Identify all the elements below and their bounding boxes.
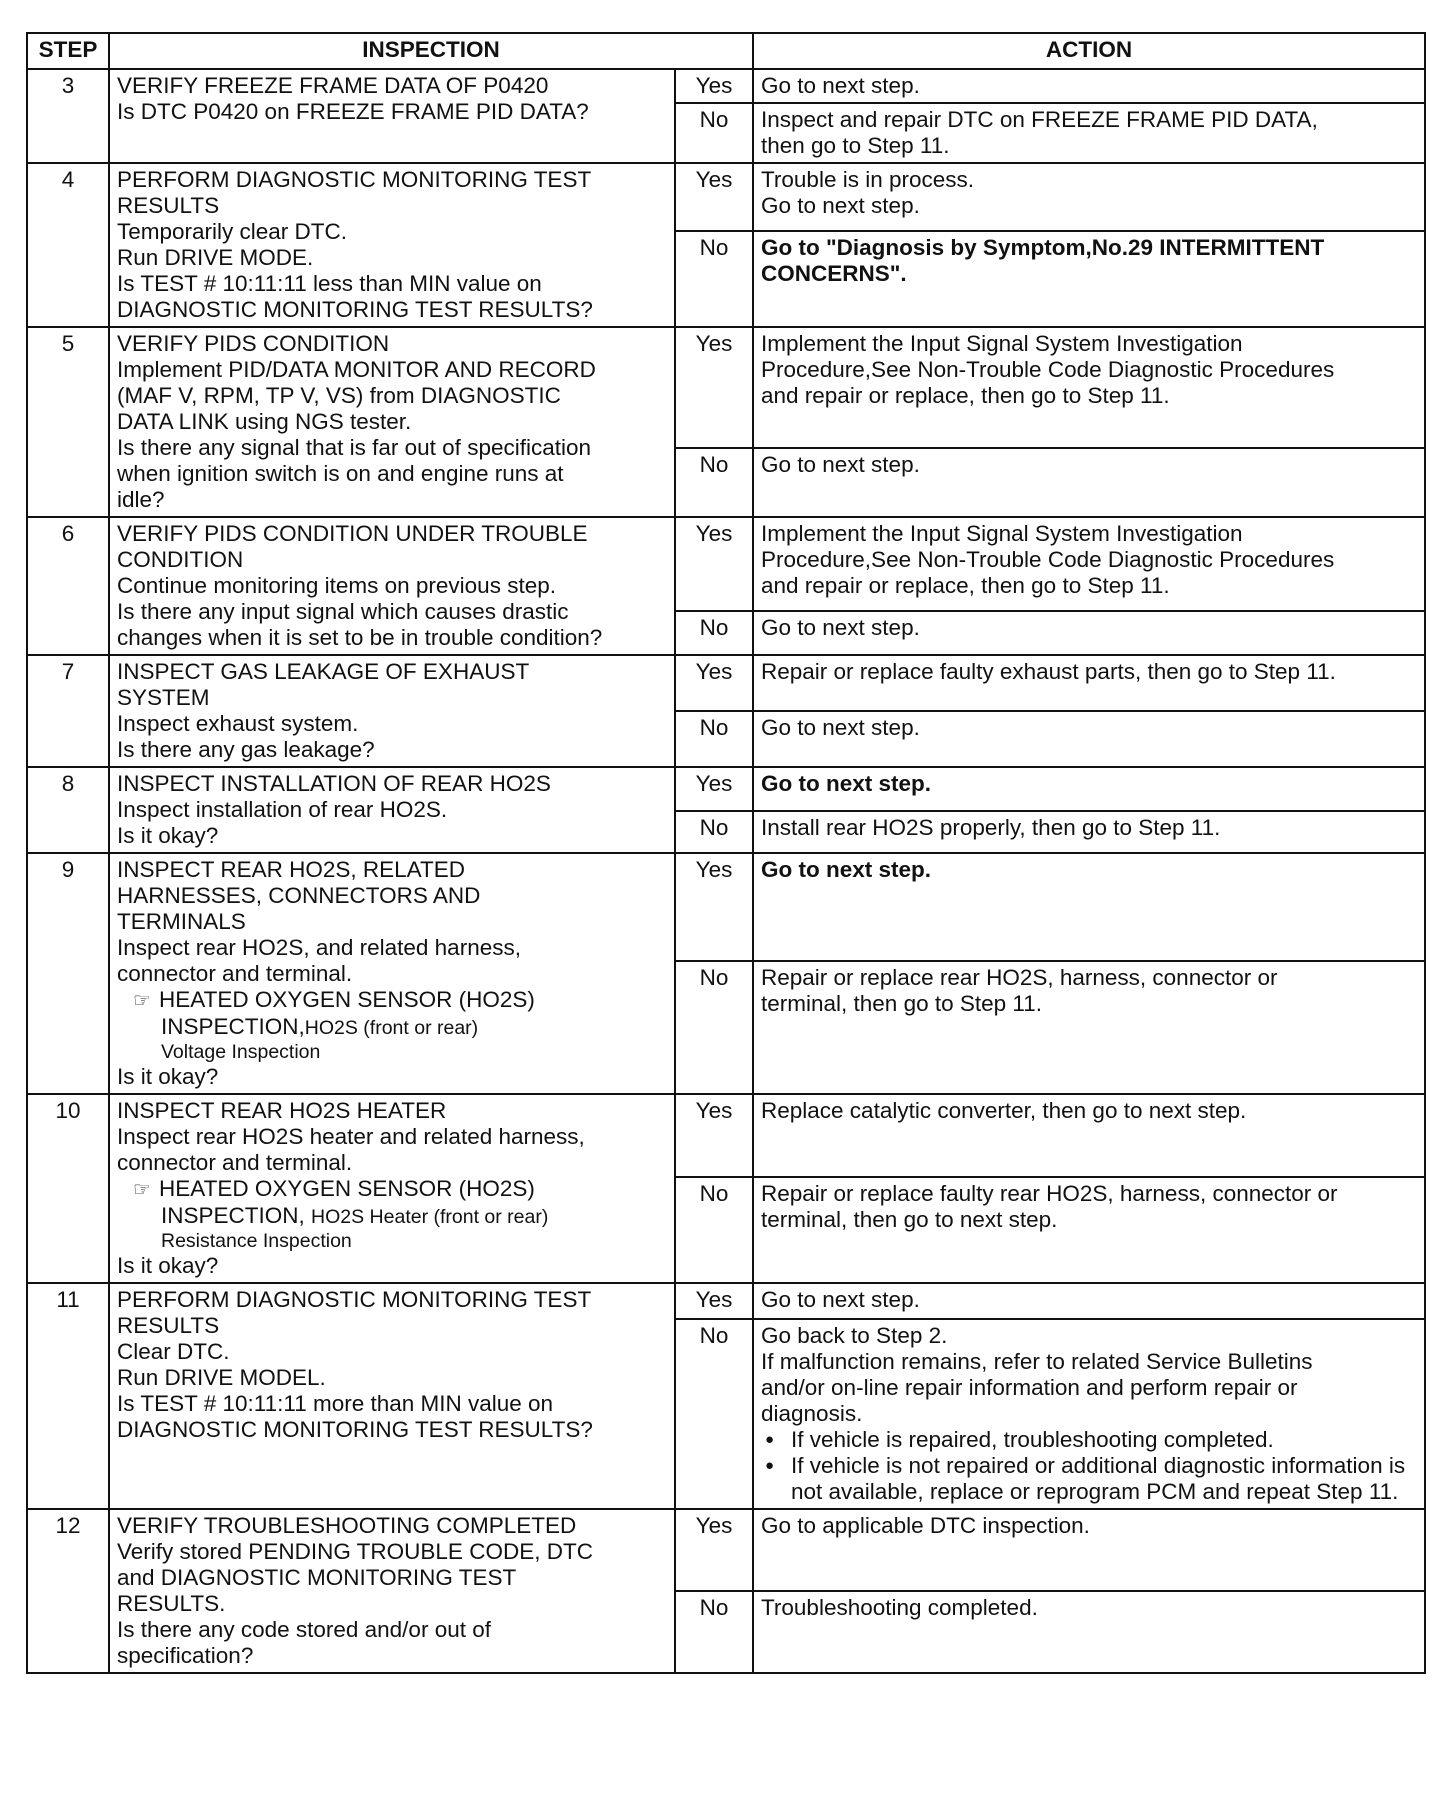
reference-note (117, 1176, 667, 1253)
table-row (27, 69, 1425, 103)
inspection-line: Verify stored PENDING TROUBLE CODE, DTC (117, 1539, 593, 1564)
no-action (753, 1591, 1425, 1673)
no-action (753, 711, 1425, 767)
answer-no: No (675, 1177, 753, 1283)
header-row (27, 33, 1425, 69)
inspection-cell (109, 517, 675, 655)
inspection-line: DIAGNOSTIC MONITORING TEST RESULTS? (117, 297, 593, 322)
reference-title-line (133, 987, 667, 1014)
table-row (27, 1283, 1425, 1319)
inspection-line: Is DTC P0420 on FREEZE FRAME PID DATA? (117, 99, 589, 124)
no-action (753, 811, 1425, 853)
inspection-cell (109, 327, 675, 517)
inspection-line: Implement PID/DATA MONITOR AND RECORD (117, 357, 596, 382)
inspection-line: VERIFY PIDS CONDITION (117, 331, 390, 356)
reference-title-line (133, 1176, 667, 1203)
table-row (27, 327, 1425, 448)
action-line: If malfunction remains, refer to related Service Bulletins (761, 1349, 1313, 1374)
action-line: Go to next step. (761, 615, 920, 641)
action-line: and repair or replace, then go to Step 11. (761, 383, 1170, 408)
reference-sub: HO2S (front or rear) (304, 1017, 479, 1039)
inspection-line: Inspect rear HO2S heater and related harness, (117, 1124, 585, 1149)
inspection-cell (109, 1509, 675, 1673)
yes-action (753, 1283, 1425, 1319)
action-line: terminal, then go to Step 11. (761, 991, 1043, 1017)
inspection-cell (109, 655, 675, 767)
answer-no: No (675, 711, 753, 767)
table-row (27, 163, 1425, 231)
yes-action (753, 69, 1425, 103)
action-line: diagnosis. (761, 1401, 863, 1426)
answer-no: No (675, 611, 753, 655)
step-number: 12 (27, 1509, 109, 1673)
inspection-line: connector and terminal. (117, 1150, 353, 1175)
action-line: Repair or replace rear HO2S, harness, connector or (761, 965, 1278, 991)
list-item: ● If vehicle is repaired, troubleshooting completed. (791, 1427, 1417, 1453)
step-number: 4 (27, 163, 109, 327)
table-row (27, 767, 1425, 811)
action-line: Go to next step. (761, 73, 920, 98)
reference-title: HEATED OXYGEN SENSOR (HO2S) (159, 987, 535, 1012)
yes-action (753, 327, 1425, 448)
inspection-line: VERIFY FREEZE FRAME DATA OF P0420 (117, 73, 549, 98)
inspection-line: RESULTS. (117, 1591, 226, 1616)
inspection-line: specification? (117, 1643, 254, 1668)
inspection-line: PERFORM DIAGNOSTIC MONITORING TEST (117, 1287, 592, 1312)
inspection-line: INSPECT INSTALLATION OF REAR HO2S (117, 771, 551, 796)
yes-action (753, 655, 1425, 711)
inspection-line: HARNESSES, CONNECTORS AND (117, 883, 481, 908)
answer-no: No (675, 1591, 753, 1673)
inspection-line: and DIAGNOSTIC MONITORING TEST (117, 1565, 517, 1590)
inspection-line: SYSTEM (117, 685, 210, 710)
answer-yes: Yes (675, 69, 753, 103)
step-number: 10 (27, 1094, 109, 1283)
action-line: Go back to Step 2. (761, 1323, 948, 1348)
action-line: Go to next step. (761, 1287, 920, 1312)
table-row (27, 853, 1425, 961)
step-number: 11 (27, 1283, 109, 1509)
answer-no: No (675, 448, 753, 517)
reference-sub: HO2S Heater (front or rear) (311, 1206, 549, 1228)
action-line: Trouble is in process. (761, 167, 975, 192)
action-line: Go to next step. (761, 193, 920, 218)
inspection-line: Is there any input signal which causes drastic (117, 599, 569, 624)
inspection-cell (109, 853, 675, 1094)
inspection-line: RESULTS (117, 1313, 220, 1338)
inspection-cell (109, 1283, 675, 1509)
inspection-line: Continue monitoring items on previous step. (117, 573, 556, 598)
no-action (753, 611, 1425, 655)
header-inspection: INSPECTION (109, 33, 753, 69)
action-line: Troubleshooting completed. (761, 1595, 1038, 1620)
inspection-line: when ignition switch is on and engine runs at (117, 461, 564, 486)
action-line: terminal, then go to next step. (761, 1206, 1058, 1232)
inspection-question: Is it okay? (117, 1253, 219, 1278)
inspection-line: idle? (117, 487, 165, 512)
answer-no: No (675, 1319, 753, 1509)
inspection-line: Run DRIVE MODEL. (117, 1365, 326, 1390)
step-number: 7 (27, 655, 109, 767)
no-action (753, 1177, 1425, 1283)
inspection-line: VERIFY TROUBLESHOOTING COMPLETED (117, 1513, 577, 1538)
reference-main: INSPECTION, (161, 1203, 312, 1228)
inspection-line: Temporarily clear DTC. (117, 219, 348, 244)
no-action (753, 231, 1425, 327)
inspection-line: Is there any gas leakage? (117, 737, 375, 762)
header-step: STEP (27, 33, 109, 69)
reference-note (117, 987, 667, 1064)
inspection-line: INSPECT REAR HO2S HEATER (117, 1098, 447, 1123)
action-line: Implement the Input Signal System Investigation (761, 331, 1243, 356)
inspection-line: connector and terminal. (117, 961, 353, 986)
action-line: and repair or replace, then go to Step 11. (761, 573, 1170, 598)
table-row (27, 1509, 1425, 1591)
inspection-question: Is it okay? (117, 1064, 219, 1089)
inspection-line: DIAGNOSTIC MONITORING TEST RESULTS? (117, 1417, 593, 1442)
action-line: Install rear HO2S properly, then go to Step 11. (761, 815, 1221, 841)
inspection-line: Is there any code stored and/or out of (117, 1617, 491, 1642)
answer-yes: Yes (675, 767, 753, 811)
yes-action (753, 163, 1425, 231)
inspection-line: DATA LINK using NGS tester. (117, 409, 412, 434)
inspection-line: VERIFY PIDS CONDITION UNDER TROUBLE (117, 521, 588, 546)
inspection-cell (109, 163, 675, 327)
inspection-line: TERMINALS (117, 909, 246, 934)
inspection-cell (109, 1094, 675, 1283)
answer-yes: Yes (675, 327, 753, 448)
list-item: ● If vehicle is not repaired or additional diagnostic information is not available, replace or reprogram PCM and repeat Step 11. (791, 1453, 1417, 1505)
inspection-line: Inspect installation of rear HO2S. (117, 797, 448, 822)
step-number: 3 (27, 69, 109, 163)
action-line: Repair or replace faulty rear HO2S, harness, connector or (761, 1180, 1338, 1206)
action-line: Go to applicable DTC inspection. (761, 1513, 1090, 1538)
no-action (753, 961, 1425, 1094)
action-line: Repair or replace faulty exhaust parts, then go to Step 11. (761, 659, 1336, 684)
action-line: Go to next step. (761, 771, 932, 796)
action-line: Implement the Input Signal System Investigation (761, 521, 1243, 546)
step-number: 6 (27, 517, 109, 655)
answer-yes: Yes (675, 1283, 753, 1319)
inspection-line: Is TEST # 10:11:11 less than MIN value on (117, 271, 542, 296)
reference-main: INSPECTION, (161, 1014, 305, 1039)
action-line: and/or on-line repair information and perform repair or (761, 1375, 1298, 1400)
answer-no: No (675, 811, 753, 853)
diagnostic-table (26, 32, 1426, 1674)
table-row (27, 517, 1425, 611)
action-line: Go to "Diagnosis by Symptom,No.29 INTERMITTENT (761, 234, 1325, 260)
inspection-line: Run DRIVE MODE. (117, 245, 314, 270)
pointing-hand-icon: ☞ (133, 1179, 151, 1201)
step-number: 9 (27, 853, 109, 1094)
action-line: Inspect and repair DTC on FREEZE FRAME PID DATA, (761, 107, 1318, 132)
inspection-line: changes when it is set to be in trouble condition? (117, 625, 603, 650)
no-action (753, 448, 1425, 517)
step-number: 5 (27, 327, 109, 517)
answer-no: No (675, 961, 753, 1094)
inspection-cell (109, 767, 675, 853)
yes-action (753, 1509, 1425, 1591)
answer-yes: Yes (675, 1509, 753, 1591)
table-row (27, 655, 1425, 711)
reference-line-2 (161, 1014, 667, 1041)
yes-action (753, 853, 1425, 961)
answer-yes: Yes (675, 1094, 753, 1177)
inspection-line: CONDITION (117, 547, 244, 572)
answer-yes: Yes (675, 517, 753, 611)
yes-action (753, 767, 1425, 811)
action-line: Go to next step. (761, 857, 932, 882)
inspection-line: Inspect exhaust system. (117, 711, 359, 736)
inspection-line: PERFORM DIAGNOSTIC MONITORING TEST (117, 167, 592, 192)
answer-no: No (675, 231, 753, 327)
reference-line-3: Resistance Inspection (161, 1230, 352, 1252)
reference-title: HEATED OXYGEN SENSOR (HO2S) (159, 1176, 535, 1201)
no-action (753, 103, 1425, 163)
step-number: 8 (27, 767, 109, 853)
inspection-line: INSPECT REAR HO2S, RELATED (117, 857, 466, 882)
inspection-cell (109, 69, 675, 163)
action-line: Replace catalytic converter, then go to next step. (761, 1098, 1247, 1123)
inspection-line: (MAF V, RPM, TP V, VS) from DIAGNOSTIC (117, 383, 561, 408)
reference-line-2 (161, 1203, 667, 1230)
action-line: Procedure,See Non-Trouble Code Diagnostic Procedures (761, 357, 1335, 382)
action-line: Go to next step. (761, 451, 920, 477)
action-line: Procedure,See Non-Trouble Code Diagnostic Procedures (761, 547, 1335, 572)
yes-action (753, 517, 1425, 611)
action-line: CONCERNS". (761, 260, 907, 286)
header-action: ACTION (753, 33, 1425, 69)
answer-yes: Yes (675, 853, 753, 961)
inspection-line: Is there any signal that is far out of specification (117, 435, 592, 460)
inspection-line: INSPECT GAS LEAKAGE OF EXHAUST (117, 659, 530, 684)
inspection-line: Is it okay? (117, 823, 219, 848)
inspection-line: Inspect rear HO2S, and related harness, (117, 935, 521, 960)
yes-action (753, 1094, 1425, 1177)
answer-yes: Yes (675, 655, 753, 711)
no-action (753, 1319, 1425, 1509)
inspection-line: Is TEST # 10:11:11 more than MIN value on (117, 1391, 554, 1416)
bullet-list (761, 1427, 1417, 1505)
inspection-line: RESULTS (117, 193, 220, 218)
action-line: then go to Step 11. (761, 133, 950, 158)
inspection-line: Clear DTC. (117, 1339, 230, 1364)
answer-yes: Yes (675, 163, 753, 231)
action-line: Go to next step. (761, 715, 920, 740)
answer-no: No (675, 103, 753, 163)
table-row (27, 1094, 1425, 1177)
reference-line-3: Voltage Inspection (161, 1041, 321, 1063)
pointing-hand-icon: ☞ (133, 990, 151, 1012)
